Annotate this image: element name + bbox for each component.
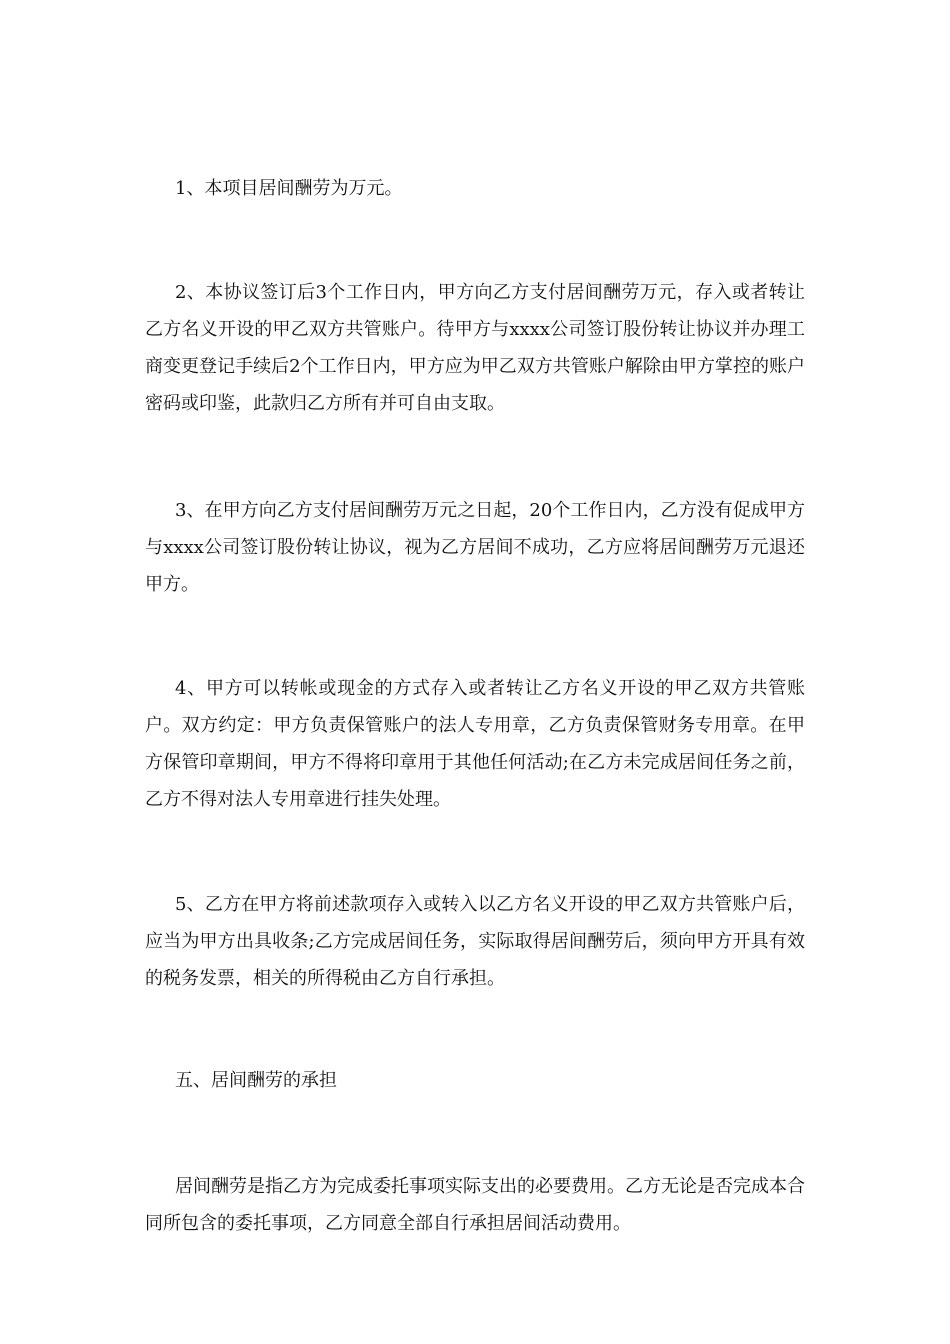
clause-4-paragraph: 4、甲方可以转帐或现金的方式存入或者转让乙方名义开设的甲乙双方共管账户。双方约定：甲方负责保管账户的法人专用章，乙方负责保管财务专用章。在甲方保管印章期间，甲方不得将印章用于其他任何活动;在乙方未完成居间任务之前，乙方不得对法人专用章进行挂失处理。	[145, 678, 805, 810]
clause-1-paragraph: 1、本项目居间酬劳为万元。	[175, 178, 403, 199]
clause-3-paragraph: 3、在甲方向乙方支付居间酬劳万元之日起，20个工作日内，乙方没有促成甲方与xxxx公司签订股份转让协议，视为乙方居间不成功，乙方应将居间酬劳万元退还甲方。	[145, 500, 805, 595]
section-heading: 五、居间酬劳的承担	[175, 1070, 337, 1091]
clause-5-paragraph: 5、乙方在甲方将前述款项存入或转入以乙方名义开设的甲乙双方共管账户后，应当为甲方出具收条;乙方完成居间任务，实际取得居间酬劳后，须向甲方开具有效的税务发票，相关的所得税由乙方自行承担。	[145, 894, 805, 989]
section-body-paragraph: 居间酬劳是指乙方为完成委托事项实际支出的必要费用。乙方无论是否完成本合同所包含的委托事项，乙方同意全部自行承担居间活动费用。	[145, 1176, 805, 1234]
clause-2-paragraph: 2、本协议签订后3个工作日内，甲方向乙方支付居间酬劳万元，存入或者转让乙方名义开设的甲乙双方共管账户。待甲方与xxxx公司签订股份转让协议并办理工商变更登记手续后2个工作日内，甲方应为甲乙双方共管账户解除由甲方掌控的账户密码或印鉴，此款归乙方所有并可自由支取。	[145, 282, 805, 414]
